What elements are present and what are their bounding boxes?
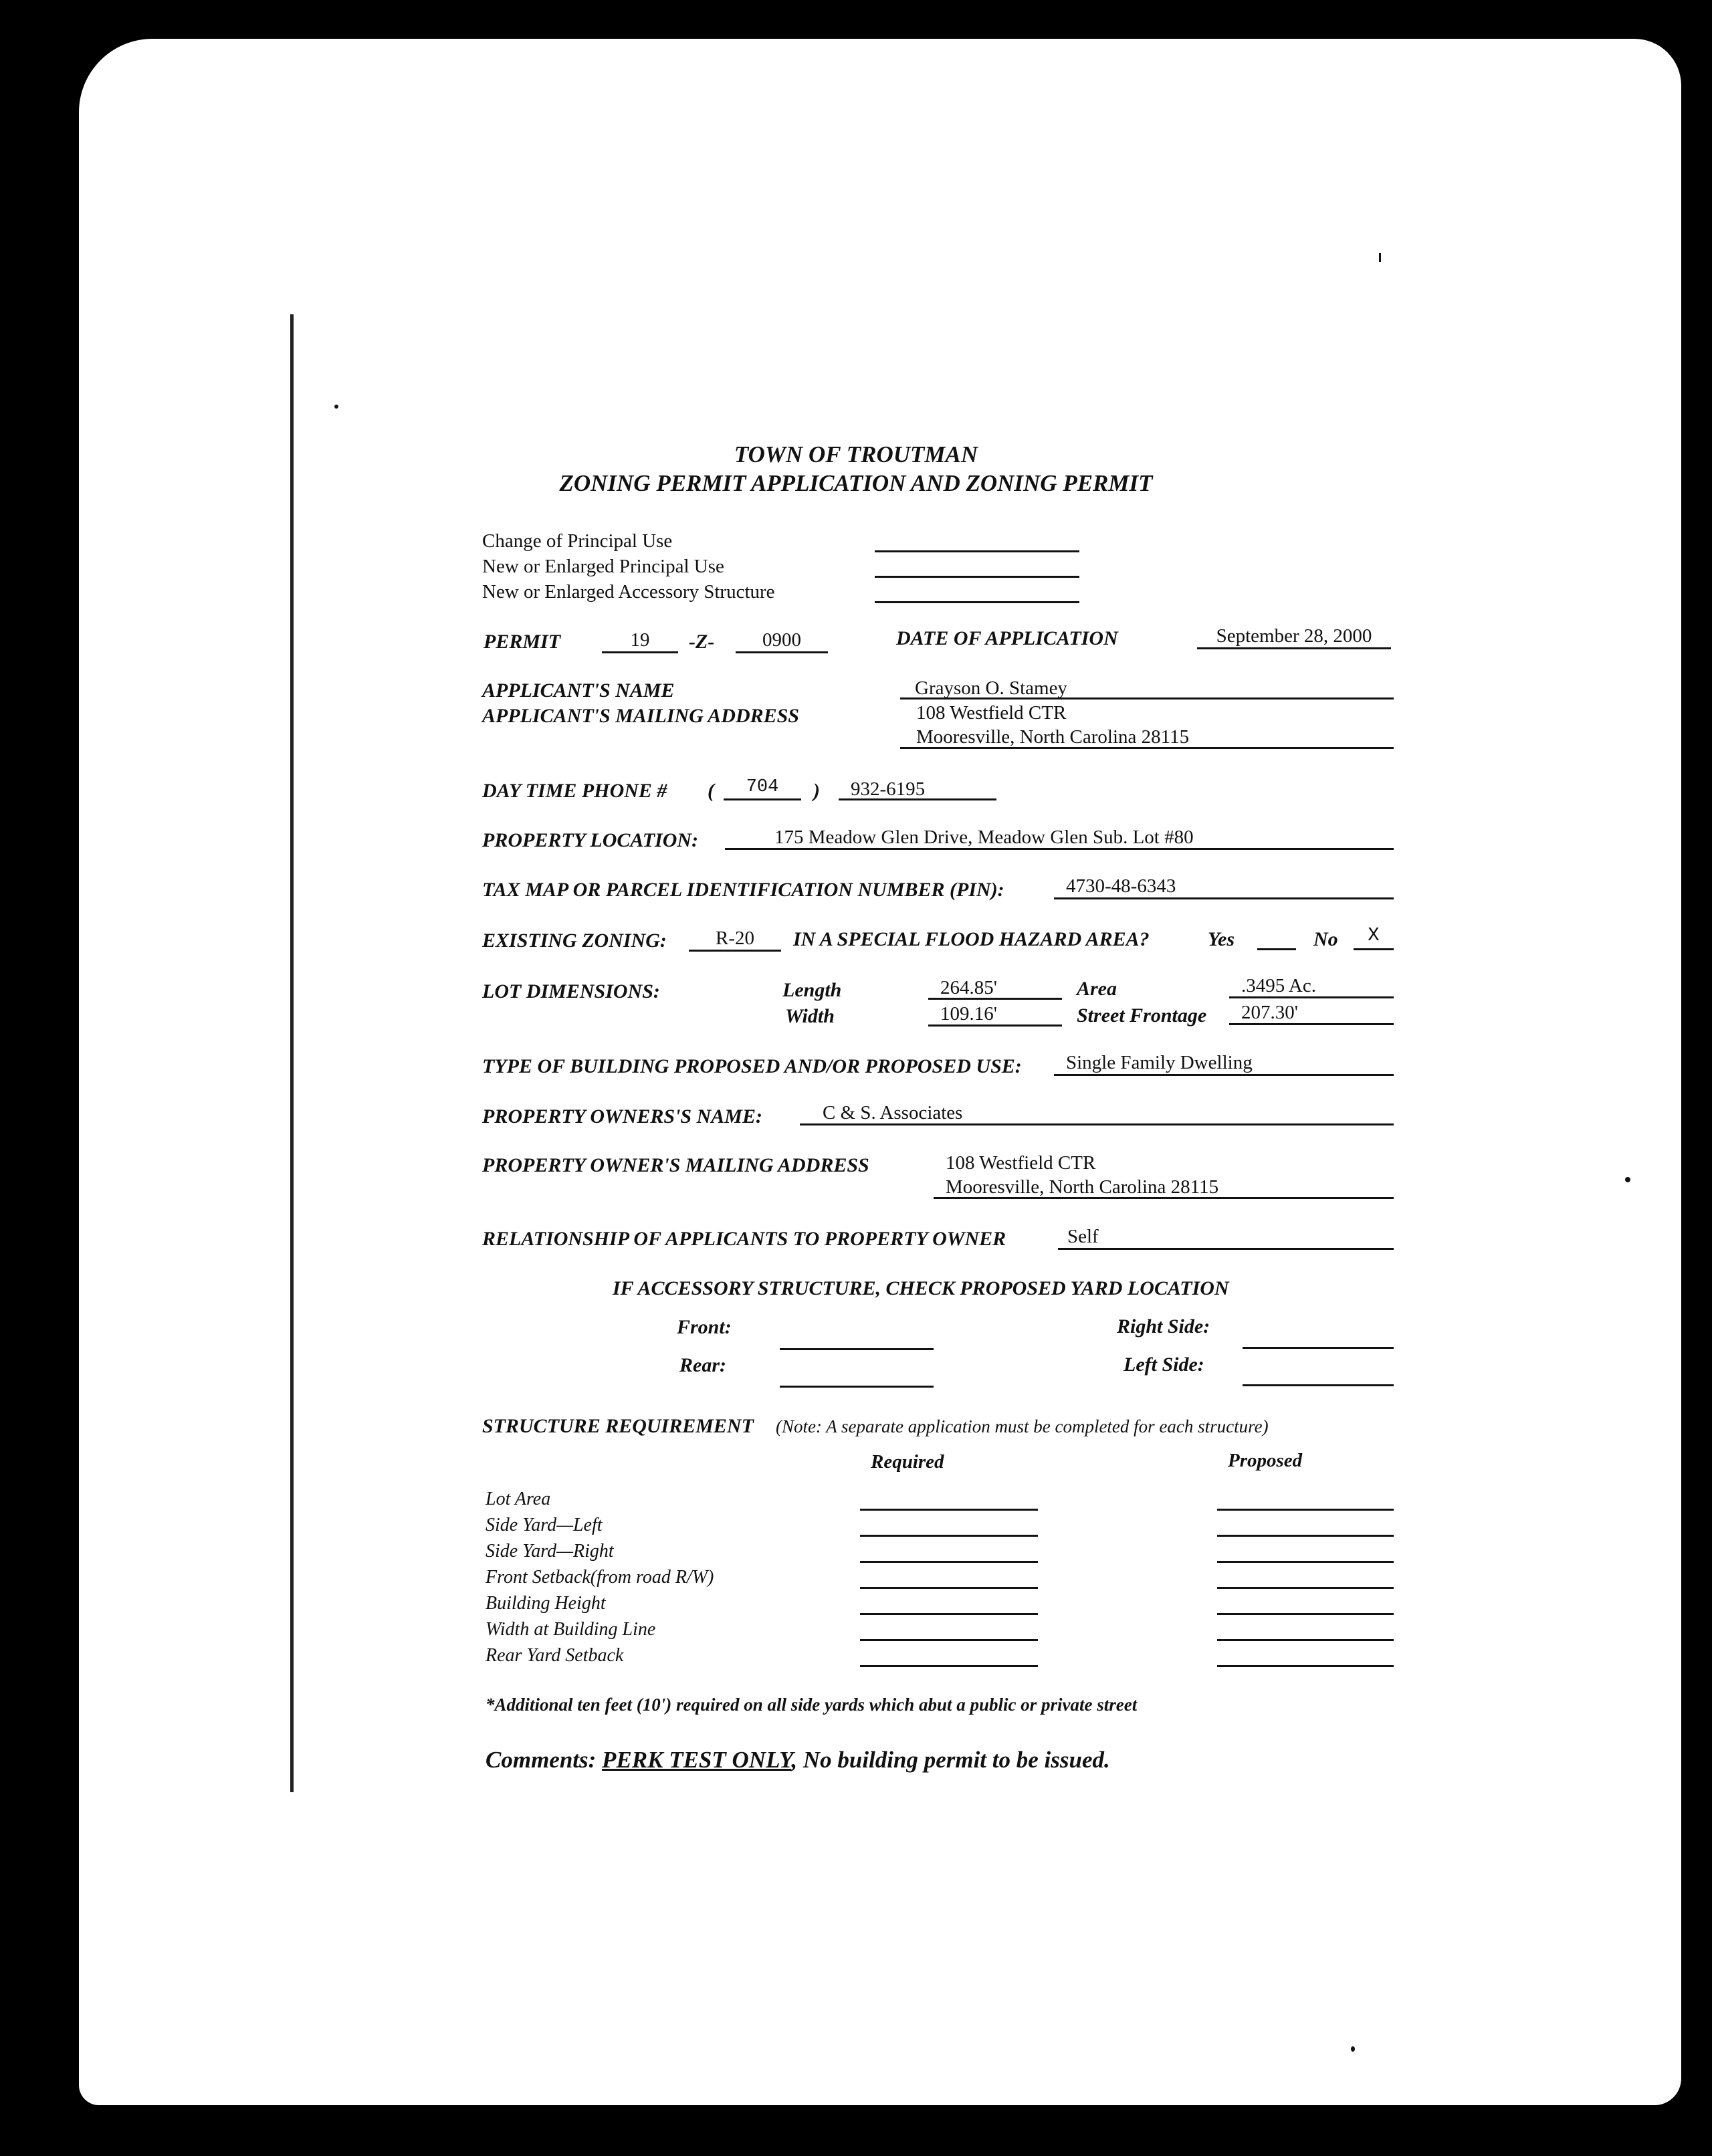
length-label: Length [782,979,842,1001]
requirement-row-label: Building Height [486,1593,606,1614]
required-column-label: Required [871,1451,944,1473]
use-type-label: New or Enlarged Accessory Structure [482,581,775,603]
required-blank[interactable] [860,1587,1038,1589]
left-side-blank[interactable] [1243,1384,1394,1386]
applicant-address-line1: 108 Westfield CTR [916,702,1067,724]
owner-name-line[interactable] [800,1123,1394,1125]
applicant-name-label: APPLICANT'S NAME [482,679,675,702]
proposed-blank[interactable] [1217,1613,1394,1615]
scan-speck [1379,253,1381,262]
phone-open-paren: ( [708,780,714,802]
scan-speck [334,405,338,409]
property-location-value: 175 Meadow Glen Drive, Meadow Glen Sub. Lot #80 [774,827,1194,848]
width-line[interactable] [928,1025,1062,1027]
comments [486,1748,1110,1771]
comments-label: Comments: [486,1747,597,1773]
date-of-application-line[interactable] [1197,647,1391,649]
phone-area-code-line[interactable] [724,798,801,800]
requirement-row-label: Lot Area [486,1489,551,1509]
rear-blank[interactable] [780,1386,934,1388]
permit-number-line[interactable] [736,651,828,653]
use-type-label: Change of Principal Use [482,530,673,552]
required-blank[interactable] [860,1665,1038,1667]
rear-label: Rear: [679,1354,726,1376]
owner-address-line[interactable] [934,1197,1394,1199]
owner-name-label: PROPERTY OWNERS'S NAME: [482,1105,762,1127]
date-of-application-value: September 28, 2000 [1216,625,1372,647]
front-blank[interactable] [780,1348,934,1350]
requirement-row-label: Width at Building Line [486,1619,656,1640]
permit-year-line[interactable] [602,651,678,653]
existing-zoning-label: EXISTING ZONING: [482,930,667,952]
structure-heading: STRUCTURE REQUIREMENT [482,1415,754,1437]
building-type-label: TYPE OF BUILDING PROPOSED AND/OR PROPOSED USE: [482,1055,1022,1077]
lot-dimensions-label: LOT DIMENSIONS: [482,980,660,1002]
required-blank[interactable] [860,1639,1038,1641]
right-side-label: Right Side: [1117,1315,1210,1337]
required-blank[interactable] [860,1509,1038,1511]
flood-yes-blank[interactable] [1257,948,1296,950]
owner-address-line1: 108 Westfield CTR [946,1152,1096,1174]
flood-no-value: X [1368,924,1380,946]
use-type-blank[interactable] [875,576,1079,578]
proposed-blank[interactable] [1217,1587,1394,1589]
applicant-address-label: APPLICANT'S MAILING ADDRESS [482,705,799,727]
date-of-application-label: DATE OF APPLICATION [896,627,1118,649]
front-label: Front: [677,1316,732,1338]
required-blank[interactable] [860,1561,1038,1563]
phone-number: 932-6195 [851,778,926,800]
owner-name-value: C & S. Associates [823,1102,963,1123]
area-label: Area [1077,978,1117,1000]
required-blank[interactable] [860,1535,1038,1537]
proposed-blank[interactable] [1217,1665,1394,1667]
proposed-column-label: Proposed [1228,1450,1303,1471]
tax-map-label: TAX MAP OR PARCEL IDENTIFICATION NUMBER (PIN): [482,879,1004,901]
comments-emphasis: PERK TEST ONLY [602,1747,792,1773]
tax-map-value: 4730-48-6343 [1066,875,1176,897]
use-type-blank[interactable] [875,601,1079,603]
phone-number-line[interactable] [839,798,996,800]
use-type-blank[interactable] [875,550,1079,552]
phone-label: DAY TIME PHONE # [482,780,667,802]
applicant-name-line[interactable] [900,697,1394,699]
applicant-name-value: Grayson O. Stamey [915,677,1067,699]
property-location-label: PROPERTY LOCATION: [482,829,699,851]
property-location-line[interactable] [725,848,1394,850]
relationship-line[interactable] [1058,1248,1394,1250]
flood-yes-label: Yes [1208,928,1235,950]
flood-no-label: No [1313,928,1338,950]
permit-year: 19 [630,629,650,651]
building-type-line[interactable] [1054,1074,1394,1076]
structure-note: (Note: A separate application must be completed for each structure) [776,1416,1269,1436]
area-value: .3495 Ac. [1241,975,1316,996]
right-side-blank[interactable] [1243,1347,1394,1349]
existing-zoning-value: R-20 [716,928,754,949]
width-label: Width [785,1005,835,1027]
building-type-value: Single Family Dwelling [1066,1052,1253,1073]
scan-edge-mark [290,314,294,1792]
proposed-blank[interactable] [1217,1509,1394,1511]
left-side-label: Left Side: [1124,1354,1204,1376]
permit-label: PERMIT [484,631,561,653]
use-type-label: New or Enlarged Principal Use [482,556,724,577]
phone-close-paren: ) [813,780,820,802]
flood-hazard-label: IN A SPECIAL FLOOD HAZARD AREA? [793,928,1150,950]
existing-zoning-line[interactable] [689,950,781,952]
requirement-row-label: Side Yard—Left [486,1515,603,1535]
scan-speck [1625,1177,1630,1182]
owner-address-label: PROPERTY OWNER'S MAILING ADDRESS [482,1154,869,1176]
relationship-value: Self [1067,1226,1099,1247]
phone-area-code: 704 [746,777,779,797]
applicant-address-line[interactable] [900,747,1394,749]
requirement-row-label: Side Yard—Right [486,1541,614,1561]
length-value: 264.85' [940,977,997,998]
requirement-row-label: Rear Yard Setback [486,1645,624,1666]
permit-separator: -Z- [689,631,715,653]
required-blank[interactable] [860,1613,1038,1615]
proposed-blank[interactable] [1217,1639,1394,1641]
applicant-address-line2: Mooresville, North Carolina 28115 [916,726,1190,748]
proposed-blank[interactable] [1217,1535,1394,1537]
street-frontage-value: 207.30' [1241,1002,1298,1023]
street-frontage-label: Street Frontage [1077,1004,1207,1027]
form-title: TOWN OF TROUTMAN [734,441,978,467]
owner-address-line2: Mooresville, North Carolina 28115 [946,1176,1219,1198]
requirement-row-label: Front Setback(from road R/W) [486,1567,714,1588]
permit-number: 0900 [762,629,801,651]
area-line[interactable] [1229,996,1394,998]
relationship-label: RELATIONSHIP OF APPLICANTS TO PROPERTY OWNER [482,1228,1006,1250]
comments-text: , No building permit to be issued. [791,1747,1110,1773]
accessory-heading: IF ACCESSORY STRUCTURE, CHECK PROPOSED YARD LOCATION [613,1277,1229,1299]
length-line[interactable] [928,998,1062,1000]
proposed-blank[interactable] [1217,1561,1394,1563]
side-yard-footnote: *Additional ten feet (10') required on all side yards which abut a public or private street [486,1695,1138,1715]
tax-map-line[interactable] [1054,897,1394,899]
flood-no-line[interactable] [1354,948,1394,950]
scan-speck [1351,2046,1355,2052]
width-value: 109.16' [940,1003,997,1025]
form-subtitle: ZONING PERMIT APPLICATION AND ZONING PERMIT [559,470,1153,496]
street-frontage-line[interactable] [1229,1023,1394,1025]
